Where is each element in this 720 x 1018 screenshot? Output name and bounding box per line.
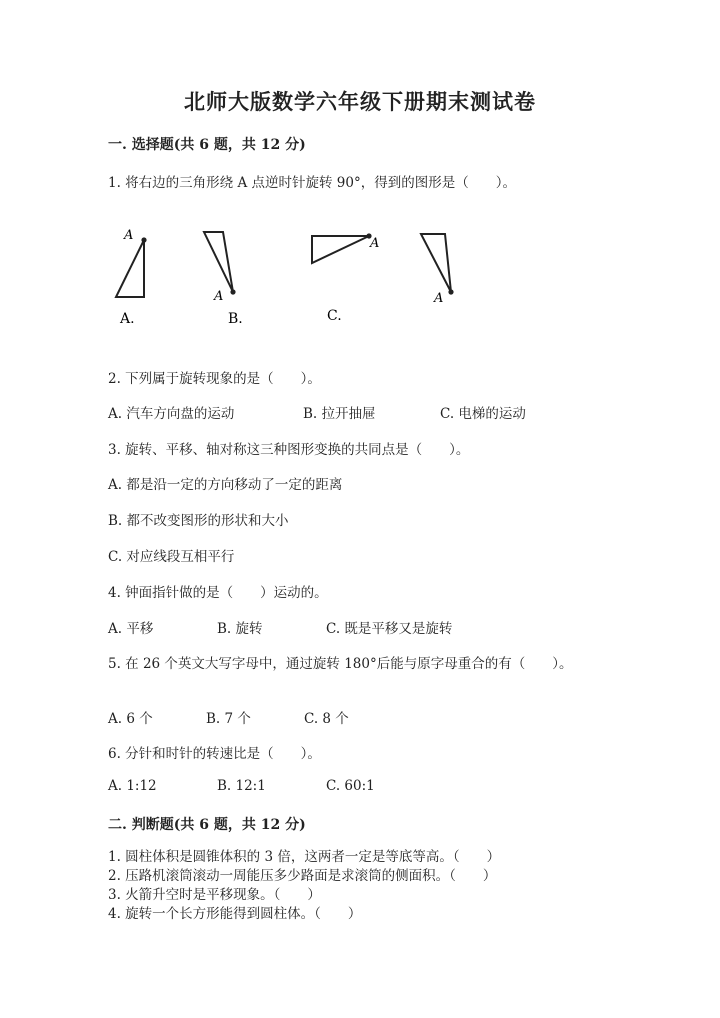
judgment-item-4: 4. 旋转一个长方形能得到圆柱体。（ ） [108,906,362,922]
figure-label-b: A [214,289,224,304]
figure-option-a: A. [120,311,135,327]
figure-option-c: C. [327,308,342,324]
section-heading-judgment: 二. 判断题(共 6 题，共 12 分) [108,817,306,833]
figure-c [312,233,379,324]
judgment-item-2: 2. 压路机滚筒滚动一周能压多少路面是求滚筒的侧面积。（ ） [108,868,497,884]
figure-option-b: B. [228,311,243,327]
pivot-point [141,237,146,242]
figure-label-original: A [434,291,444,306]
q5-option-c: C. 8 个 [304,711,349,727]
q2-option-b: B. 拉开抽屉 [303,406,376,422]
figure-original [421,234,454,306]
q5-option-a: A. 6 个 [108,711,153,727]
q6-option-c: C. 60:1 [326,778,375,794]
question-6: 6. 分针和时针的转速比是（ ）。 [108,746,321,762]
page-title: 北师大版数学六年级下册期末测试卷 [184,89,536,114]
figure-label-c: A [370,236,380,251]
pivot-point [448,289,453,294]
figure-label-a: A [124,228,134,243]
question-1: 1. 将右边的三角形绕 A 点逆时针旋转 90°，得到的图形是（ ）。 [108,175,516,191]
q6-option-a: A. 1:12 [108,778,157,794]
q4-option-c: C. 既是平移又是旋转 [326,621,453,637]
judgment-item-1: 1. 圆柱体积是圆锥体积的 3 倍，这两者一定是等底等高。（ ） [108,849,501,865]
q3-option-b: B. 都不改变图形的形状和大小 [108,513,289,529]
section-heading-choice: 一. 选择题(共 6 题，共 12 分) [108,137,306,153]
q4-option-a: A. 平移 [108,621,154,637]
question-5: 5. 在 26 个英文大写字母中，通过旋转 180°后能与原字母重合的有（ ）。 [108,656,573,672]
q2-option-c: C. 电梯的运动 [440,406,526,422]
q2-option-a: A. 汽车方向盘的运动 [108,406,235,422]
question-3: 3. 旋转、平移、轴对称这三种图形变换的共同点是（ ）。 [108,442,470,458]
q6-option-b: B. 12:1 [217,778,266,794]
q3-option-c: C. 对应线段互相平行 [108,549,235,565]
figure-a [116,228,147,327]
q5-option-b: B. 7 个 [206,711,251,727]
q4-option-b: B. 旋转 [217,621,263,637]
pivot-point [230,289,235,294]
question-2: 2. 下列属于旋转现象的是（ ）。 [108,371,321,387]
question-4: 4. 钟面指针做的是（ ）运动的。 [108,585,328,601]
judgment-item-3: 3. 火箭升空时是平移现象。（ ） [108,887,321,903]
triangle-figures [100,222,500,332]
figure-b [204,232,243,327]
q3-option-a: A. 都是沿一定的方向移动了一定的距离 [108,477,343,493]
